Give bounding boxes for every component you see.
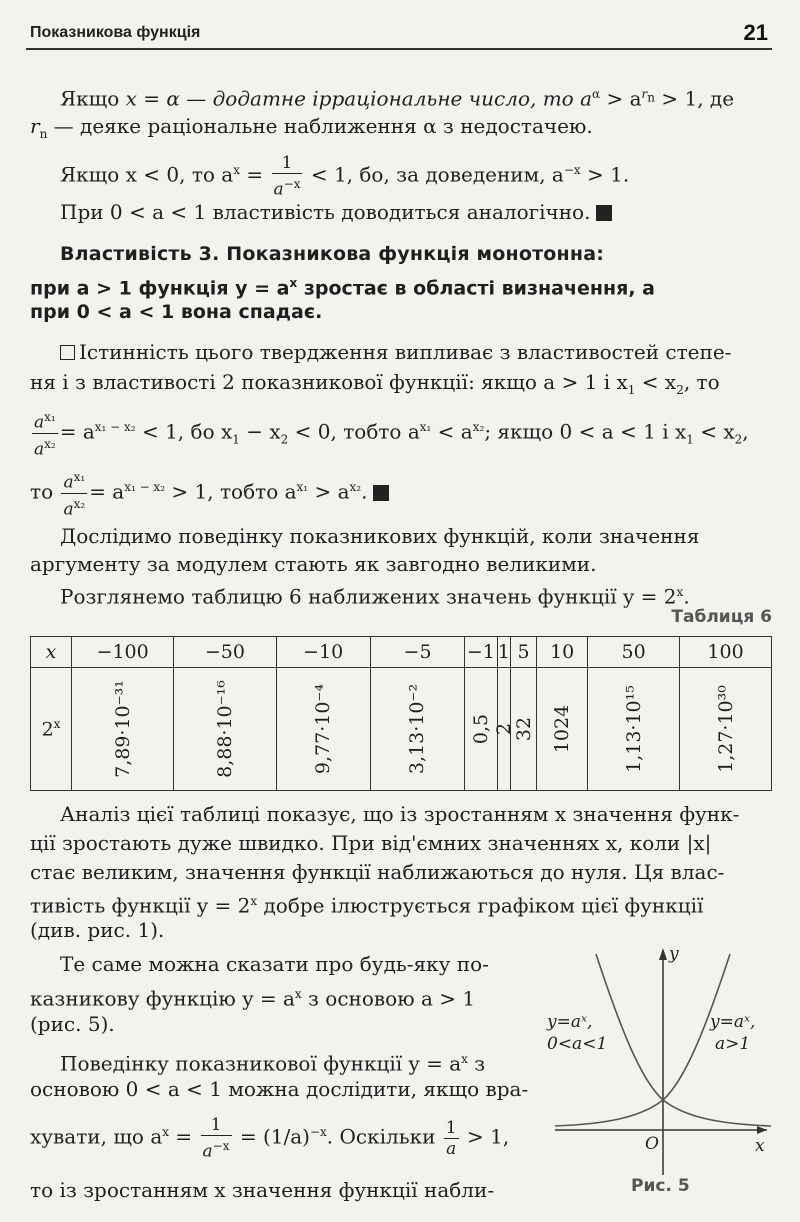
curve-label-left: y=aˣ,: [547, 1012, 593, 1032]
text-line: $\frac{a^{x_1}}{a^{x_2}}$ = $a^{x_1 - x_2} < 1$, бо $x_1 - x_2 < 0$, тобто $a^{x_1} < a^{x_2}$; якщо 0 < a < 1 і $x_1 < x_2$,: [30, 402, 774, 465]
y-value-text: 1,27·10³⁰: [714, 685, 737, 773]
fraction: $\frac{a^{x_1}}{a^{x_2}}$: [32, 407, 58, 459]
text-line: Дослідимо поведінку показникових функцій, коли значення: [60, 524, 700, 548]
y-value-cell: [276, 668, 370, 791]
y-value-text: 32: [512, 716, 535, 742]
table-row: [31, 637, 772, 668]
y-value-cell: [588, 668, 680, 791]
table-row: [31, 668, 772, 791]
property-text: при 0 < a < 1 вона спадає.: [30, 301, 323, 323]
figure-5: [545, 940, 775, 1210]
text-line: то із зростанням x значення функції набли-: [30, 1178, 495, 1202]
running-title: Показникова функцiя: [30, 24, 201, 41]
x-value-cell: 100: [680, 637, 772, 668]
text-line: ції зростають дуже швидко. При від'ємних значеннях x, коли |x|: [30, 831, 712, 855]
text-line: Розглянемо таблицю 6 наближених значень функції $y = 2^x$.: [60, 584, 690, 609]
curve-label-right: y=aˣ,: [710, 1012, 756, 1032]
text-line: При 0 < a < 1 властивість доводиться аналогічно.: [60, 198, 774, 226]
text-line: Поведінку показникової функції $y = a^x$ з: [60, 1051, 486, 1076]
x-value-cell: −5: [370, 637, 464, 668]
y-value-cell: [680, 668, 772, 791]
text-line: $r_n$ — деяке раціональне наближення α з недостачею.: [30, 114, 593, 141]
y-value-text: 2: [492, 722, 515, 736]
curve-label-left-cond: 0<a<1: [547, 1034, 608, 1054]
y-axis-label: y: [669, 944, 679, 964]
row-label-y: 2$^x$: [31, 668, 72, 791]
x-value-cell: −100: [72, 637, 174, 668]
y-value-cell: [537, 668, 588, 791]
y-axis-arrow-icon: [659, 948, 667, 960]
curve-label-right-cond: a>1: [715, 1034, 751, 1054]
text-line: стає великим, значення функції наближаються до нуля. Ця влас-: [30, 860, 725, 884]
y-value-text: 1,13·10¹⁵: [622, 685, 645, 773]
fraction: $\frac{1}{a^{-x}}$: [202, 1114, 230, 1162]
page-number: 21: [743, 20, 768, 45]
y-value-cell: [174, 668, 276, 791]
text-line: Те саме можна сказати про будь-яку по-: [60, 952, 489, 976]
text-line: ня і з властивості 2 показникової функції: якщо a > 1 і $x_1 < x_2$, то: [30, 370, 720, 397]
page-header: [26, 18, 772, 50]
origin-label: O: [645, 1134, 659, 1154]
text-line: аргументу за модулем стають як завгодно великими.: [30, 552, 597, 576]
end-of-proof-icon: [373, 485, 389, 501]
y-value-cell: [511, 668, 537, 791]
text-line: Якщо x < 0, то $a^x$ = $\frac{1}{a^{-x}}$ < 1, бо, за доведеним, $a^{-x} > 1$.: [60, 152, 630, 200]
y-value-cell: [492, 668, 515, 791]
x-value-cell: 5: [511, 637, 537, 668]
y-value-text: 8,88·10⁻¹⁶: [213, 680, 236, 778]
y-value-text: 3,13·10⁻²: [406, 683, 429, 775]
proof-start-icon: [60, 345, 75, 360]
y-value-cell: [72, 668, 174, 791]
fraction: $\frac{1}{a}$: [445, 1117, 457, 1159]
values-table: [30, 636, 772, 791]
text-line: Якщо x = α — додатне ірраціональне число, то $a^\alpha > a^{r_n} > 1$, де: [60, 86, 735, 111]
end-of-proof-icon: [596, 205, 612, 221]
exponential-graph: [545, 940, 775, 1180]
x-value-cell: −50: [174, 637, 276, 668]
text-line: Аналіз цієї таблиці показує, що із зростанням x значення функ-: [60, 802, 740, 826]
y-value-text: 0,5: [469, 713, 492, 745]
x-value-cell: 10: [537, 637, 588, 668]
x-axis-arrow-icon: [757, 1126, 767, 1134]
y-value-text: 1024: [551, 704, 574, 754]
text-line: тивість функції $y = 2^x$ добре ілюструється графіком цієї функції: [30, 893, 704, 918]
y-value-text: 7,89·10⁻³¹: [111, 680, 134, 778]
fraction: $\frac{a^{x_1}}{a^{x_2}}$: [61, 467, 87, 519]
text-line: (див. рис. 1).: [30, 918, 165, 942]
x-value-cell: 50: [588, 637, 680, 668]
text-line: (рис. 5).: [30, 1012, 115, 1036]
y-value-text: 9,77·10⁻⁴: [312, 683, 335, 775]
text-line: Істинність цього твердження випливає з властивостей степе-: [60, 338, 774, 366]
y-value-cell: [370, 668, 464, 791]
property-heading: Властивість 3. Показникова функція монотонна:: [60, 243, 605, 265]
x-value-cell: −1: [465, 637, 497, 668]
fraction: $\frac{1}{a^{-x}}$: [273, 152, 301, 200]
table-caption: Таблиця 6: [671, 607, 772, 627]
x-value-cell: 1: [497, 637, 511, 668]
x-value-cell: −10: [276, 637, 370, 668]
figure-caption: Рис. 5: [631, 1176, 690, 1196]
row-label-x: x: [31, 637, 72, 668]
text-line: хувати, що $a^x$ = $\frac{1}{a^{-x}}$ = $(1/a)^{-x}$. Оскільки $\frac{1}{a}$ > 1,: [30, 1114, 510, 1162]
property-text: при a > 1 функція $y = a^x$ зростає в області визначення, а: [30, 276, 655, 300]
text-line: основою 0 < a < 1 можна дослідити, якщо вра-: [30, 1077, 529, 1101]
text-line: казникову функцію $y = a^x$ з основою a > 1: [30, 986, 476, 1011]
text-line: то $\frac{a^{x_1}}{a^{x_2}}$ = $a^{x_1 - x_2} > 1$, тобто $a^{x_1} > a^{x_2}$.: [30, 462, 774, 519]
x-axis-label: x: [755, 1136, 765, 1156]
